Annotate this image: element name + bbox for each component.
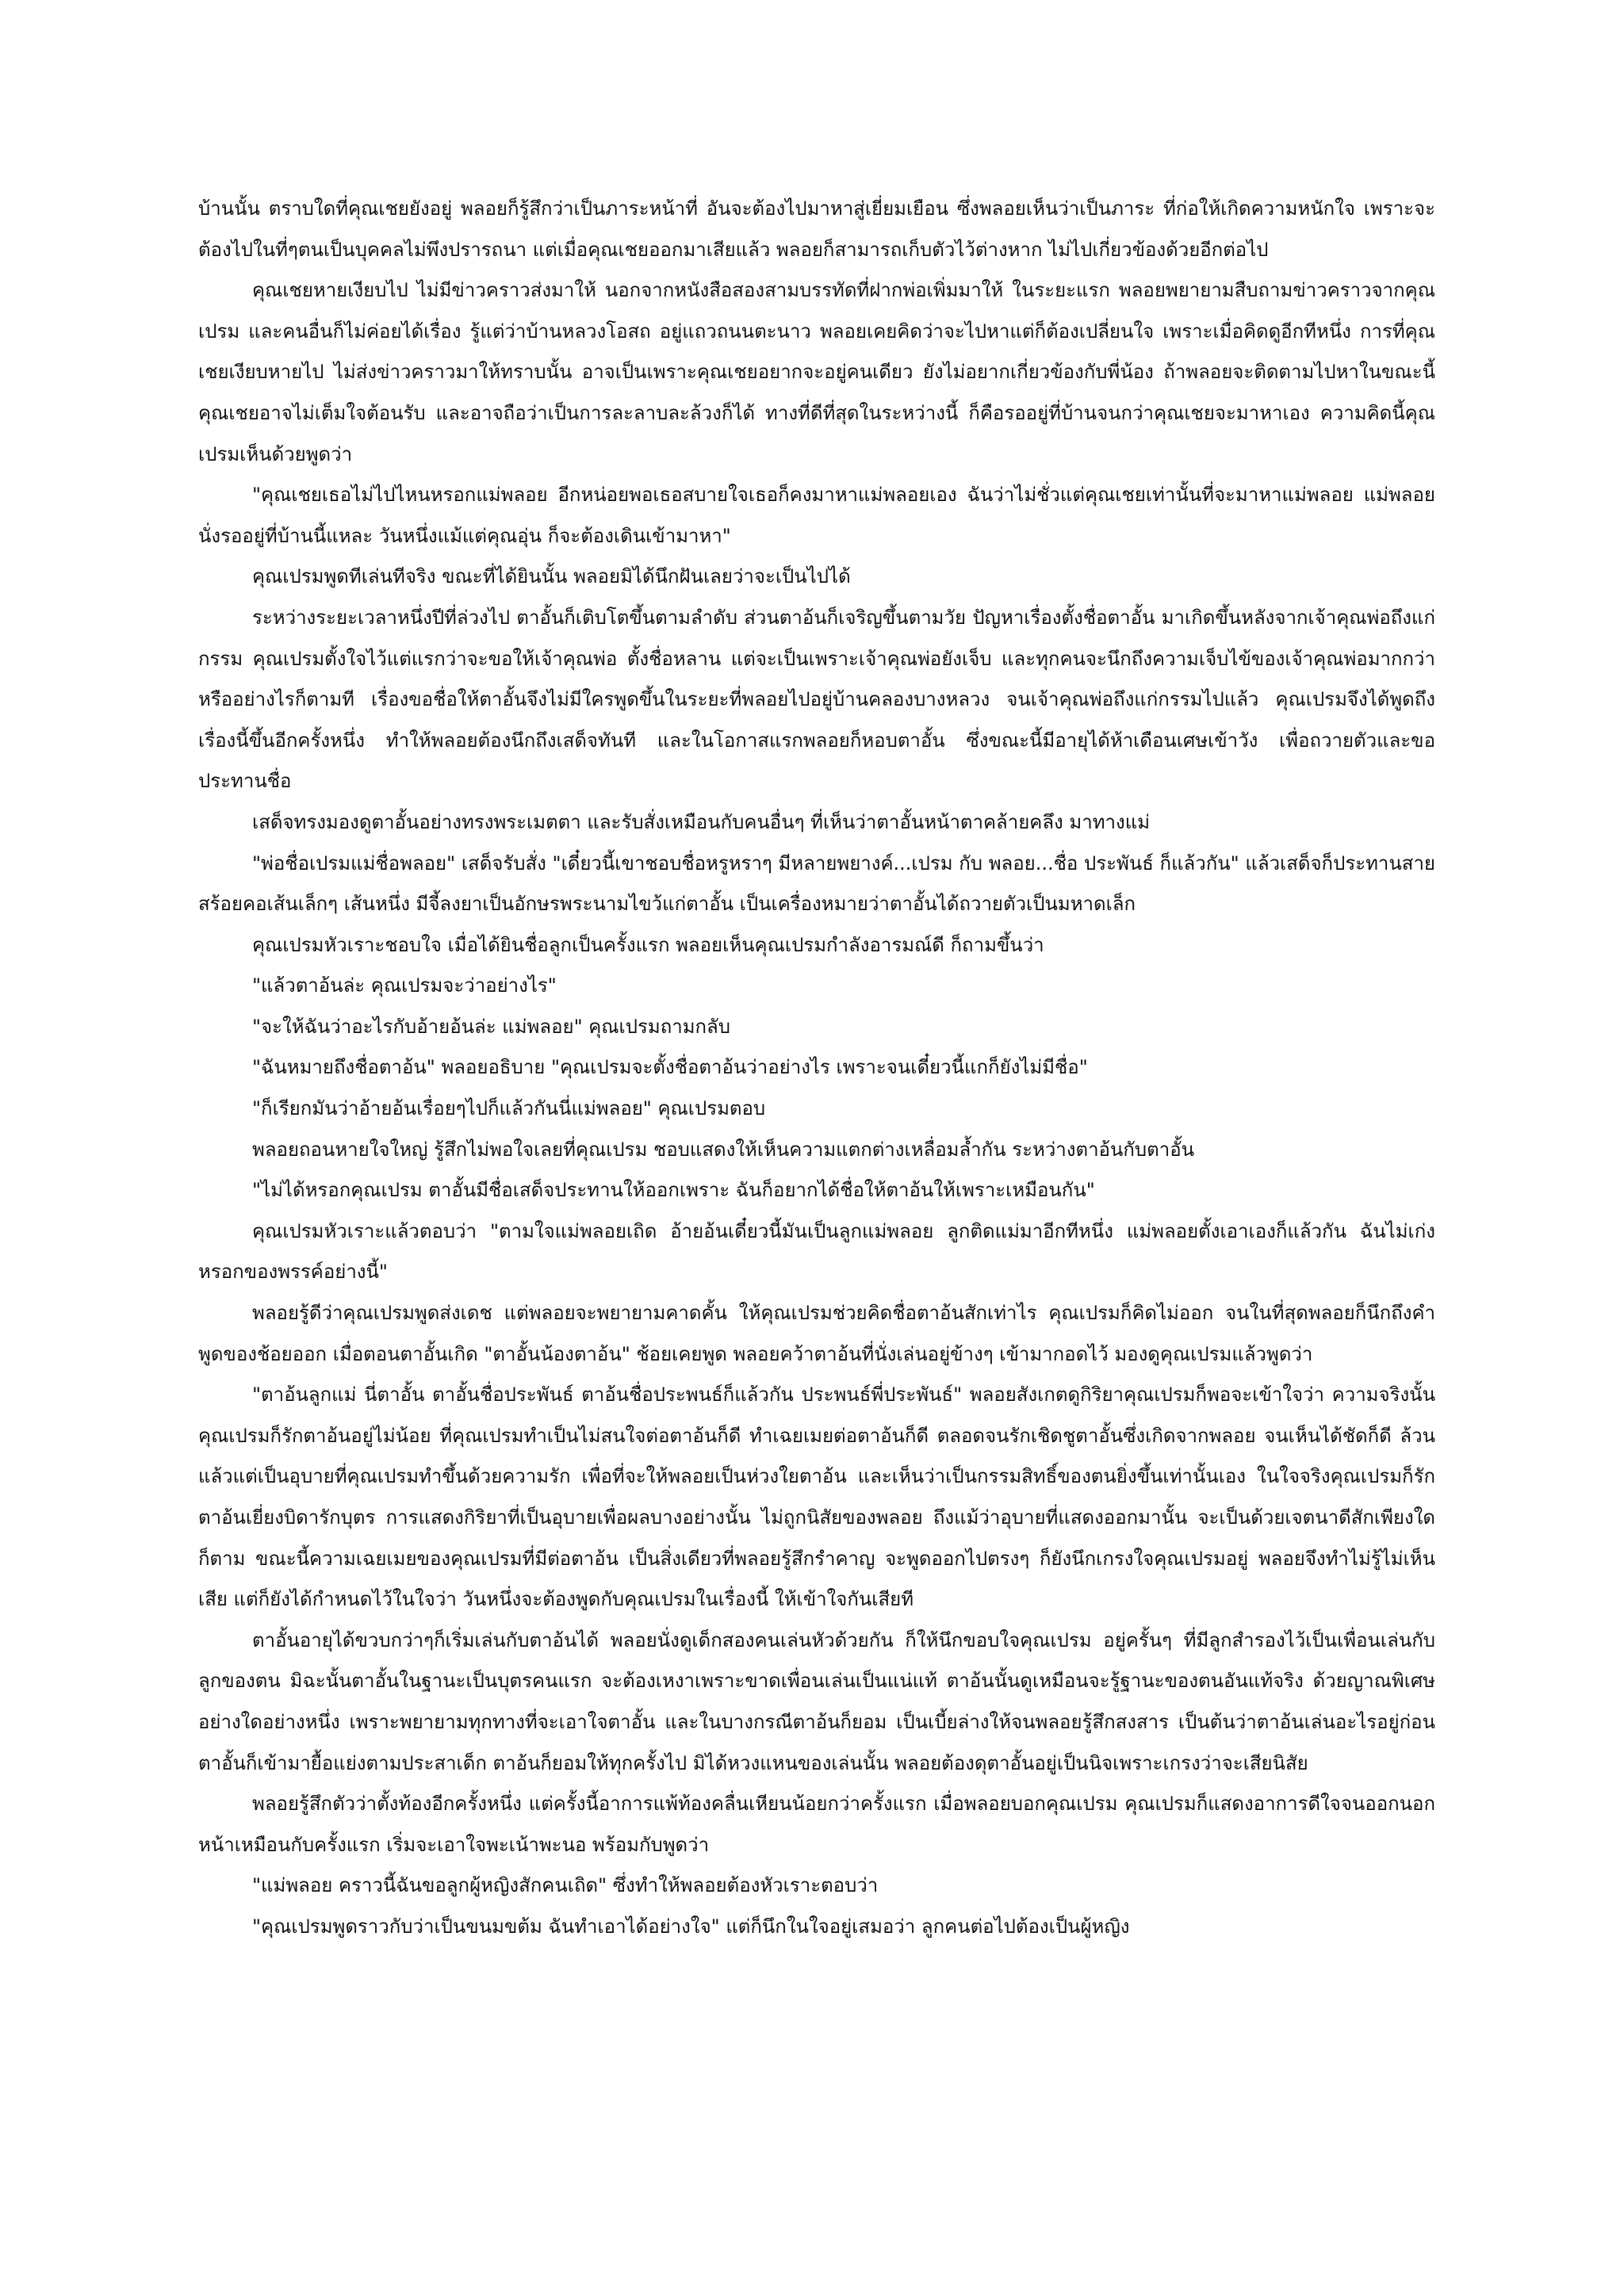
paragraph: บ้านนั้น ตราบใดที่คุณเชยยังอยู่ พลอยก็รู้สึกว่าเป็นภาระหน้าที่ อันจะต้องไปมาหาสู่เยี่ยมเยือน ซึ่งพลอยเห็นว่าเป็นภาระ ที่ก่อให้เกิดความหนักใจ เพราะจะต้องไปในที่ๆตนเป็นบุคคลไม่พึงปรารถนา แต่เมื่อคุณเชยออกมาเสียแล้ว พลอยก็สามารถเก็บตัวไว้ต่างหาก ไม่ไปเกี่ยวข้องด้วยอีกต่อไป [198, 197, 1435, 261]
paragraph: "คุณเปรมพูดราวกับว่าเป็นขนมขต้ม ฉันทำเอาได้อย่างใจ" แต่ก็นึกในใจอยู่เสมอว่า ลูกคนต่อไปต้องเป็นผู้หญิง [252, 1915, 1130, 1938]
paragraph: คุณเชยหายเงียบไป ไม่มีข่าวคราวส่งมาให้ นอกจากหนังสือสองสามบรรทัดที่ฝากพ่อเพิ่มมาให้ ในระยะแรก พลอยพยายามสืบถามข่าวคราวจากคุณเปรม และคนอื่นก็ไม่ค่อยได้เรื่อง รู้แต่ว่าบ้านหลวงโอสถ อยู่แถวถนนตะนาว พลอยเคยคิดว่าจะไปหาแต่ก็ต้องเปลี่ยนใจ เพราะเมื่อคิดดูอีกทีหนึ่ง การที่คุณเชยเงียบหายไป ไม่ส่งข่าวคราวมาให้ทราบนั้น อาจเป็นเพราะคุณเชยอยากจะอยู่คนเดียว ยังไม่อยากเกี่ยวข้องกับพี่น้อง ถ้าพลอยจะติดตามไปหาในขณะนี้ คุณเชยอาจไม่เต็มใจต้อนรับ และอาจถือว่าเป็นการละลาบละล้วงก็ได้ ทางที่ดีที่สุดในระหว่างนี้ ก็คือรออยู่ที่บ้านจนกว่าคุณเชยจะมาหาเอง ความคิดนี้คุณเปรมเห็นด้วยพูดว่า [198, 279, 1435, 465]
paragraph: "คุณเชยเธอไม่ไปไหนหรอกแม่พลอย อีกหน่อยพอเธอสบายใจเธอก็คงมาหาแม่พลอยเอง ฉันว่าไม่ชั่วแต่คุณเชยเท่านั้นที่จะมาหาแม่พลอย แม่พลอยนั่งรออยู่ที่บ้านนี้แหละ วันหนึ่งแม้แต่คุณอุ่น ก็จะต้องเดินเข้ามาหา" [198, 484, 1435, 547]
paragraph: ระหว่างระยะเวลาหนึ่งปีที่ล่วงไป ตาอั้นก็เติบโตขึ้นตามลำดับ ส่วนตาอ้นก็เจริญขึ้นตามวัย ปัญหาเรื่องตั้งชื่อตาอั้น มาเกิดขึ้นหลังจากเจ้าคุณพ่อถึงแก่กรรม คุณเปรมตั้งใจไว้แต่แรกว่าจะขอให้เจ้าคุณพ่อ ตั้งชื่อหลาน แต่จะเป็นเพราะเจ้าคุณพ่อยังเจ็บ และทุกคนจะนึกถึงความเจ็บไข้ของเจ้าคุณพ่อมากกว่า หรืออย่างไรก็ตามที เรื่องขอชื่อให้ตาอั้นจึงไม่มีใครพูดขึ้นในระยะที่พลอยไปอยู่บ้านคลองบางหลวง จนเจ้าคุณพ่อถึงแก่กรรมไปแล้ว คุณเปรมจึงได้พูดถึงเรื่องนี้ขึ้นอีกครั้งหนึ่ง ทำให้พลอยต้องนึกถึงเสด็จทันที และในโอกาสแรกพลอยก็หอบตาอั้น ซึ่งขณะนี้มีอายุได้ห้าเดือนเศษเข้าวัง เพื่อถวายตัวและขอประทานชื่อ [198, 606, 1435, 793]
paragraph: "ฉันหมายถึงชื่อตาอ้น" พลอยอธิบาย "คุณเปรมจะตั้งชื่อตาอ้นว่าอย่างไร เพราะจนเดี๋ยวนี้แกก็ยังไม่มีชื่อ" [252, 1056, 1088, 1079]
paragraph: ตาอั้นอายุได้ขวบกว่าๆก็เริ่มเล่นกับตาอ้นได้ พลอยนั่งดูเด็กสองคนเล่นหัวด้วยกัน ก็ให้นึกขอบใจคุณเปรม อยู่ครั้นๆ ที่มีลูกสำรองไว้เป็นเพื่อนเล่นกับลูกของตน มิฉะนั้นตาอั้นในฐานะเป็นบุตรคนแรก จะต้องเหงาเพราะขาดเพื่อนเล่นเป็นแน่แท้ ตาอ้นนั้นดูเหมือนจะรู้ฐานะของตนอันแท้จริง ด้วยญาณพิเศษอย่างใดอย่างหนึ่ง เพราะพยายามทุกทางที่จะเอาใจตาอั้น และในบางกรณีตาอ้นก็ยอม เป็นเบี้ยล่างให้จนพลอยรู้สึกสงสาร เป็นต้นว่าตาอ้นเล่นอะไรอยู่ก่อน ตาอั้นก็เข้ามายื้อแย่งตามประสาเด็ก ตาอ้นก็ยอมให้ทุกครั้งไป มิได้หวงแหนของเล่นนั้น พลอยต้องดุตาอั้นอยู่เป็นนิจเพราะเกรงว่าจะเสียนิสัย [198, 1628, 1435, 1774]
paragraph: "แล้วตาอ้นล่ะ คุณเปรมจะว่าอย่างไร" [252, 974, 557, 997]
paragraph: คุณเปรมพูดทีเล่นทีจริง ขณะที่ได้ยินนั้น พลอยมิได้นึกฝันเลยว่าจะเป็นไปได้ [252, 565, 851, 588]
paragraph: พลอยรู้ดีว่าคุณเปรมพูดส่งเดช แต่พลอยจะพยายามคาดคั้น ให้คุณเปรมช่วยคิดชื่อตาอ้นสักเท่าไร คุณเปรมก็คิดไม่ออก จนในที่สุดพลอยก็นึกถึงคำพูดของช้อยออก เมื่อตอนตาอั้นเกิด "ตาอั้นน้องตาอ้น" ช้อยเคยพูด พลอยคว้าตาอ้นที่นั่งเล่นอยู่ข้างๆ เข้ามากอดไว้ มองดูคุณเปรมแล้วพูดว่า [198, 1302, 1435, 1365]
paragraph: "ตาอ้นลูกแม่ นี่ตาอั้น ตาอั้นชื่อประพันธ์ ตาอ้นชื่อประพนธ์ก็แล้วกัน ประพนธ์พี่ประพันธ์" พลอยสังเกตดูกิริยาคุณเปรมก็พอจะเข้าใจว่า ความจริงนั้นคุณเปรมก็รักตาอ้นอยู่ไม่น้อย ที่คุณเปรมทำเป็นไม่สนใจต่อตาอ้นก็ดี ทำเฉยเมยต่อตาอ้นก็ดี ตลอดจนรักเชิดชูตาอั้นซึ่งเกิดจากพลอย จนเห็นได้ชัดก็ดี ล้วนแล้วแต่เป็นอุบายที่คุณเปรมทำขึ้นด้วยความรัก เพื่อที่จะให้พลอยเป็นห่วงใยตาอ้น และเห็นว่าเป็นกรรมสิทธิ์ของตนยิ่งขึ้นเท่านั้นเอง ในใจจริงคุณเปรมก็รักตาอ้นเยี่ยงบิดารักบุตร การแสดงกิริยาที่เป็นอุบายเพื่อผลบางอย่างนั้น ไม่ถูกนิสัยของพลอย ถึงแม้ว่าอุบายที่แสดงออกมานั้น จะเป็นด้วยเจตนาดีสักเพียงใดก็ตาม ขณะนี้ความเฉยเมยของคุณเปรมที่มีต่อตาอ้น เป็นสิ่งเดียวที่พลอยรู้สึกรำคาญ จะพูดออกไปตรงๆ ก็ยังนึกเกรงใจคุณเปรมอยู่ พลอยจึงทำไม่รู้ไม่เห็นเสีย แต่ก็ยังได้กำหนดไว้ในใจว่า วันหนึ่งจะต้องพูดกับคุณเปรมในเรื่องนี้ ให้เข้าใจกันเสียที [198, 1383, 1435, 1611]
paragraph: คุณเปรมหัวเราะชอบใจ เมื่อได้ยินชื่อลูกเป็นครั้งแรก พลอยเห็นคุณเปรมกำลังอารมณ์ดี ก็ถามขึ้นว่า [252, 933, 1044, 956]
paragraph: เสด็จทรงมองดูตาอั้นอย่างทรงพระเมตตา และรับสั่งเหมือนกับคนอื่นๆ ที่เห็นว่าตาอั้นหน้าตาคล้ายคลึง มาทางแม่ [252, 810, 1151, 833]
paragraph: "ก็เรียกมันว่าอ้ายอ้นเรื่อยๆไปก็แล้วกันนี่แม่พลอย" คุณเปรมตอบ [252, 1097, 766, 1120]
paragraph: "แม่พลอย คราวนี้ฉันขอลูกผู้หญิงสักคนเถิด" ซึ่งทำให้พลอยต้องหัวเราะตอบว่า [252, 1874, 879, 1897]
paragraph: พลอยถอนหายใจใหญ่ รู้สึกไม่พอใจเลยที่คุณเปรม ชอบแสดงให้เห็นความแตกต่างเหลื่อมล้ำกัน ระหว่างตาอ้นกับตาอั้น [252, 1138, 1195, 1161]
body-text [198, 189, 1435, 1948]
paragraph: "พ่อชื่อเปรมแม่ชื่อพลอย" เสด็จรับสั่ง "เดี๋ยวนี้เขาชอบชื่อหรูหราๆ มีหลายพยางค์...เปรม กับ พลอย...ชื่อ ประพันธ์ ก็แล้วกัน" แล้วเสด็จก็ประทานสายสร้อยคอเส้นเล็กๆ เส้นหนึ่ง มีจี้ลงยาเป็นอักษรพระนามไขว้แก่ตาอั้น เป็นเครื่องหมายว่าตาอั้นได้ถวายตัวเป็นมหาดเล็ก [198, 851, 1435, 916]
paragraph: "จะให้ฉันว่าอะไรกับอ้ายอ้นล่ะ แม่พลอย" คุณเปรมถามกลับ [252, 1015, 730, 1038]
paragraph: "ไม่ได้หรอกคุณเปรม ตาอั้นมีชื่อเสด็จประทานให้ออกเพราะ ฉันก็อยากได้ชื่อให้ตาอ้นให้เพราะเหมือนกัน" [252, 1179, 1095, 1202]
paragraph: พลอยรู้สึกตัวว่าตั้งท้องอีกครั้งหนึ่ง แต่ครั้งนี้อาการแพ้ท้องคลื่นเหียนน้อยกว่าครั้งแรก เมื่อพลอยบอกคุณเปรม คุณเปรมก็แสดงอาการดีใจจนออกนอกหน้าเหมือนกับครั้งแรก เริ่มจะเอาใจพะเน้าพะนอ พร้อมกับพูดว่า [198, 1793, 1435, 1856]
paragraph: คุณเปรมหัวเราะแล้วตอบว่า "ตามใจแม่พลอยเถิด อ้ายอ้นเดี๋ยวนี้มันเป็นลูกแม่พลอย ลูกติดแม่มาอีกทีหนึ่ง แม่พลอยตั้งเอาเองก็แล้วกัน ฉันไม่เก่งหรอกของพรรค์อย่างนี้" [198, 1219, 1435, 1284]
